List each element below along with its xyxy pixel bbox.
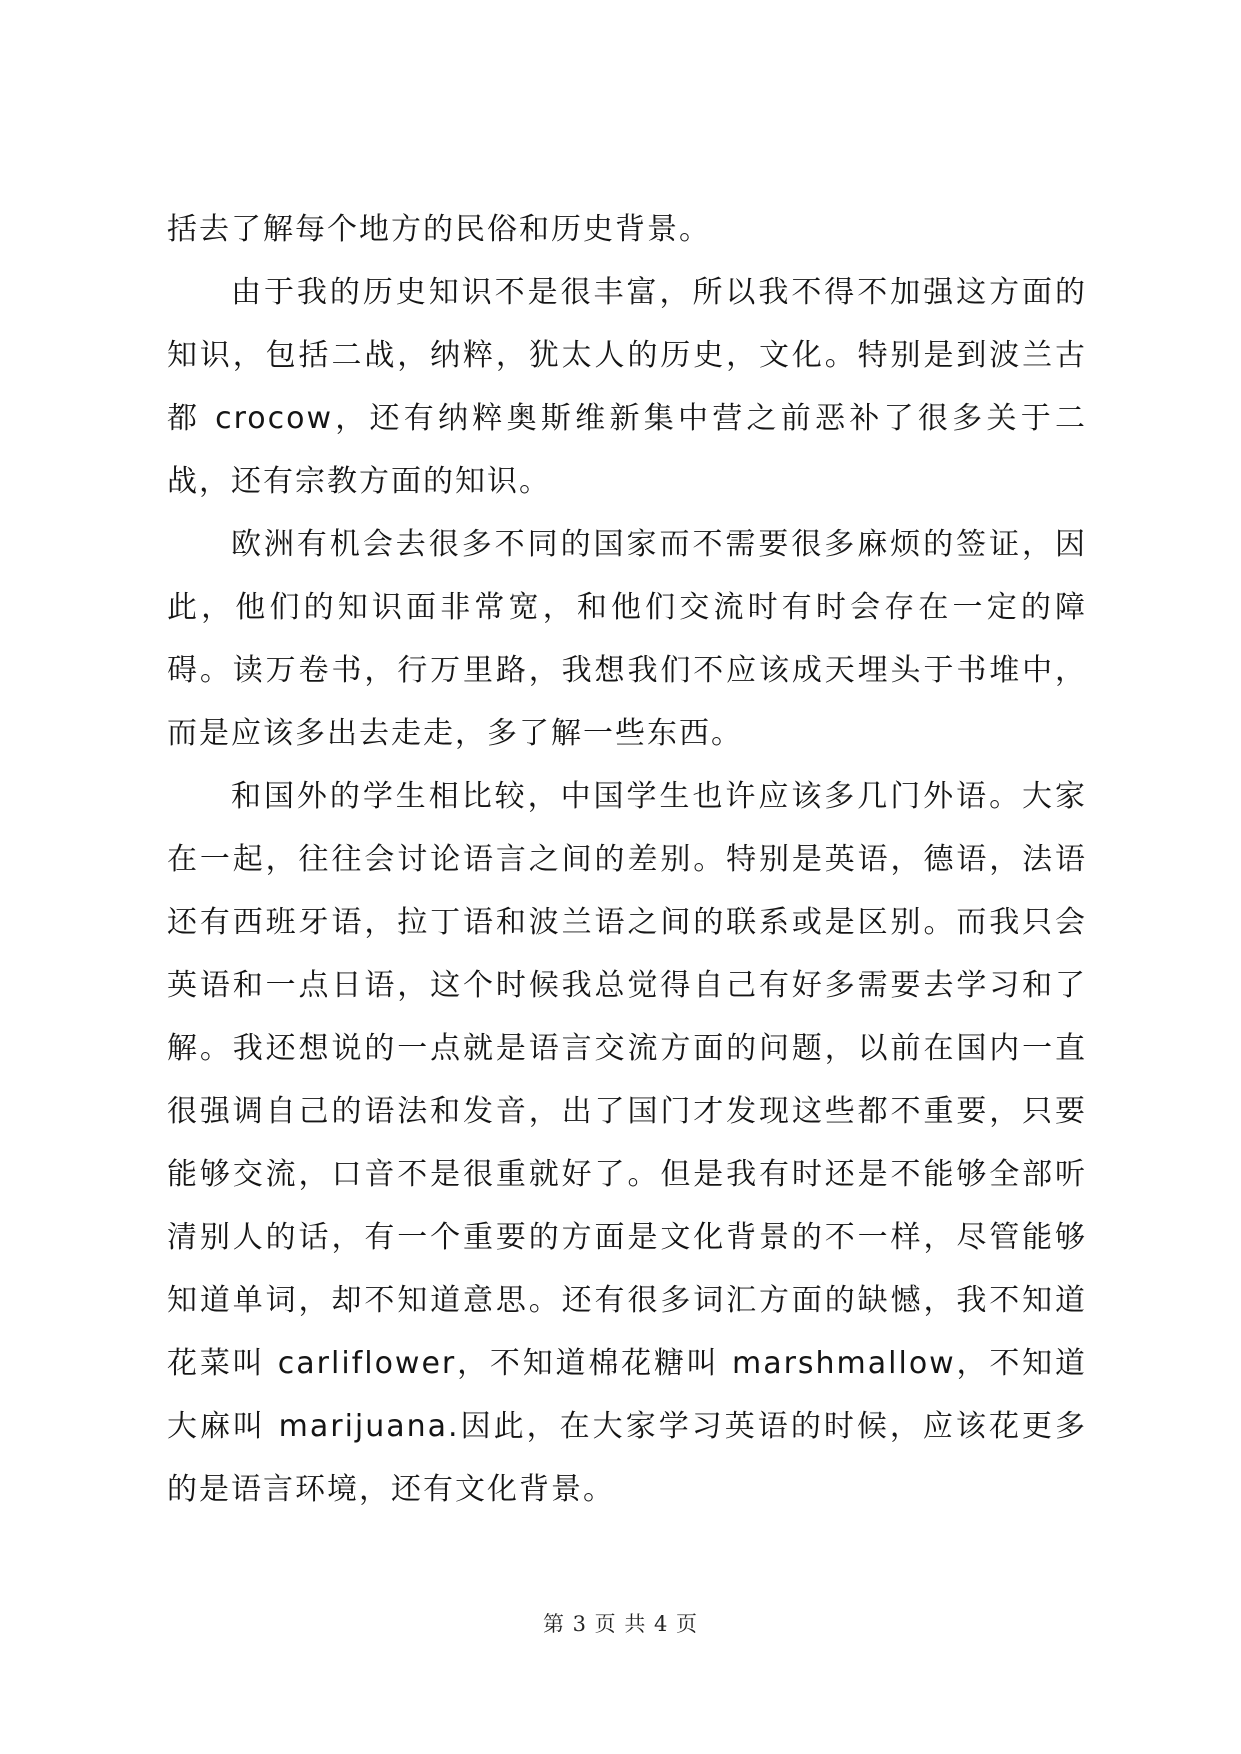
page-footer: 第 3 页 共 4 页 <box>542 1612 699 1636</box>
paragraph-1: 括去了解每个地方的民俗和历史背景。 <box>167 212 711 247</box>
body-text <box>167 198 1087 1521</box>
paragraph-3: 欧洲有机会去很多不同的国家而不需要很多麻烦的签证，因此，他们的知识面非常宽，和他们交流时有时会存在一定的障碍。读万卷书，行万里路，我想我们不应该成天埋头于书堆中，而是应该多出去走走，多了解一些东西。 <box>167 527 1087 751</box>
paragraph-2: 由于我的历史知识不是很丰富，所以我不得不加强这方面的知识，包括二战，纳粹，犹太人的历史，文化。特别是到波兰古都 crocow，还有纳粹奥斯维新集中营之前恶补了很多关于二战，还有宗教方面的知识。 <box>167 275 1087 499</box>
paragraph-4: 和国外的学生相比较，中国学生也许应该多几门外语。大家在一起，往往会讨论语言之间的差别。特别是英语，德语，法语还有西班牙语，拉丁语和波兰语之间的联系或是区别。而我只会英语和一点日语，这个时候我总觉得自己有好多需要去学习和了解。我还想说的一点就是语言交流方面的问题，以前在国内一直很强调自己的语法和发音，出了国门才发现这些都不重要，只要能够交流，口音不是很重就好了。但是我有时还是不能够全部听清别人的话，有一个重要的方面是文化背景的不一样，尽管能够知道单词，却不知道意思。还有很多词汇方面的缺憾，我不知道花菜叫 carliflower，不知道棉花糖叫 marshmallow，不知道大麻叫 marijuana.因此，在大家学习英语的时候，应该花更多的是语言环境，还有文化背景。 <box>167 779 1087 1507</box>
